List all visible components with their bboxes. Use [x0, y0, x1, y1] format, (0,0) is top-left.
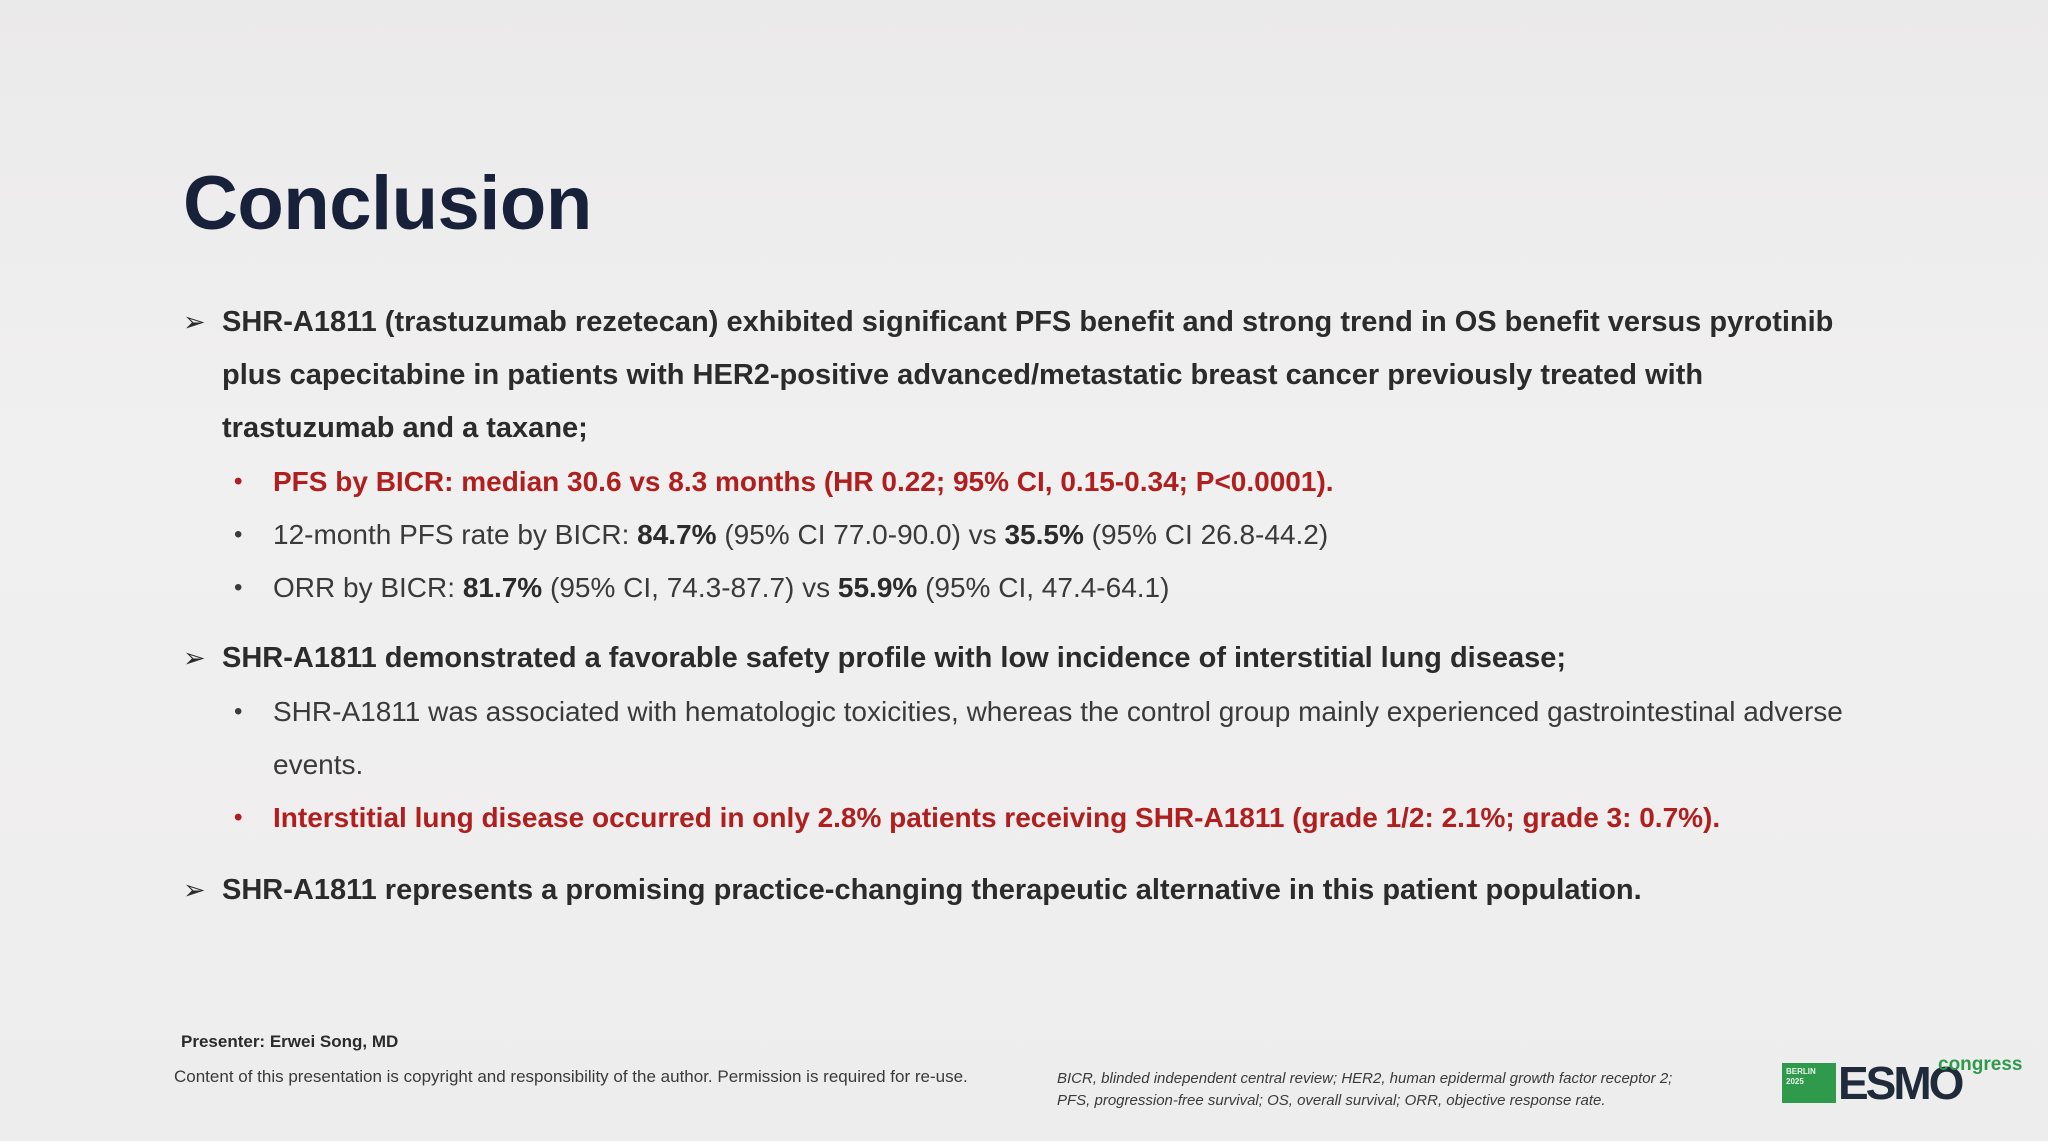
- arrow-bullet-icon: ➢: [183, 307, 206, 337]
- esmo-congress-logo: [1782, 1054, 2023, 1118]
- sub-item-value-1: 81.7%: [462, 572, 543, 603]
- sub-item-orr: [234, 561, 1883, 614]
- sub-item-suffix: (95% CI 26.8-44.2): [1083, 519, 1329, 550]
- dot-bullet-icon: •: [234, 521, 243, 548]
- bullet-practice-changing: [183, 864, 1883, 917]
- sub-item-ild: [234, 791, 1883, 844]
- esmo-wordmark: ESMO: [1838, 1057, 1962, 1109]
- bullet-pfs-os-benefit: [183, 296, 1883, 455]
- sub-list-efficacy: [234, 455, 1883, 614]
- arrow-bullet-icon: ➢: [183, 875, 206, 905]
- abbreviations-line-2: PFS, progression-free survival; OS, overall survival; ORR, objective response rate.: [1057, 1092, 1606, 1109]
- badge-line-1: BERLIN: [1786, 1067, 1816, 1076]
- bullet-text: SHR-A1811 (trastuzumab rezetecan) exhibited significant PFS benefit and strong trend in OS benefit versus pyrotinib plus capecitabine in patients with HER2-positive advanced/metastatic breast cancer previously treated with trastuzumab and a taxane;: [222, 306, 1834, 444]
- bullet-safety-profile: [183, 632, 1883, 685]
- sub-list-safety: [234, 685, 1883, 844]
- berlin-badge-icon: [1782, 1063, 1836, 1103]
- badge-line-2: 2025: [1786, 1077, 1804, 1086]
- sub-item-prefix: ORR by BICR:: [273, 572, 463, 603]
- sub-item-prefix: 12-month PFS rate by BICR:: [273, 519, 638, 550]
- sub-item-mid: (95% CI, 74.3-87.7) vs: [542, 572, 838, 603]
- sub-item-pfs-rate: [234, 508, 1883, 561]
- sub-item-value-2: 35.5%: [1004, 519, 1084, 550]
- content-list: [183, 296, 1883, 917]
- slide-title: Conclusion: [183, 161, 592, 246]
- copyright-notice: Content of this presentation is copyright and responsibility of the author. Permission is required for re-use.: [174, 1067, 968, 1086]
- sub-item-text: PFS by BICR: median 30.6 vs 8.3 months (HR 0.22; 95% CI, 0.15-0.34; P<0.0001).: [273, 466, 1334, 497]
- dot-bullet-icon: •: [234, 698, 243, 725]
- arrow-bullet-icon: ➢: [183, 643, 206, 673]
- bullet-text: SHR-A1811 represents a promising practice-changing therapeutic alternative in this patient population.: [222, 874, 1642, 906]
- dot-bullet-icon: •: [234, 574, 243, 601]
- sub-item-toxicities: [234, 685, 1883, 791]
- abbreviations-footnote: [1057, 1068, 1737, 1112]
- bullet-text: SHR-A1811 demonstrated a favorable safety profile with low incidence of interstitial lung disease;: [222, 642, 1567, 674]
- presenter-name: Presenter: Erwei Song, MD: [181, 1032, 399, 1051]
- congress-label: congress: [1938, 1054, 2023, 1075]
- abbreviations-line-1: BICR, blinded independent central review; HER2, human epidermal growth factor receptor 2;: [1057, 1070, 1673, 1087]
- dot-bullet-icon: •: [234, 468, 243, 495]
- sub-item-suffix: (95% CI, 47.4-64.1): [917, 572, 1170, 603]
- sub-item-text: SHR-A1811 was associated with hematologic toxicities, whereas the control group mainly experienced gastrointestinal adverse events.: [273, 696, 1843, 780]
- sub-item-value-2: 55.9%: [837, 572, 918, 603]
- dot-bullet-icon: •: [234, 804, 243, 831]
- sub-item-mid: (95% CI 77.0-90.0) vs: [716, 519, 1005, 550]
- sub-item-pfs-bicr: [234, 455, 1883, 508]
- sub-item-text: Interstitial lung disease occurred in only 2.8% patients receiving SHR-A1811 (grade 1/2: 2.1%; grade 3: 0.7%).: [273, 802, 1721, 833]
- sub-item-value-1: 84.7%: [637, 519, 717, 550]
